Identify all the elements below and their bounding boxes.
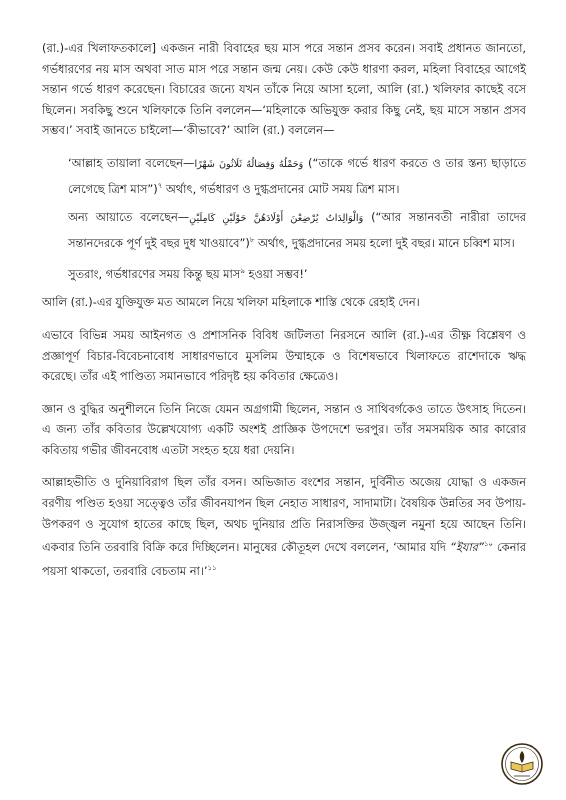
quote-2-translation: (“আর সন্তানবতী নারীরা তাদের সন্তানদেরকে পূর্ণ দুই বছর দুধ খাওয়াবে”) bbox=[68, 209, 526, 250]
quote-line-3 bbox=[68, 261, 526, 284]
document-body bbox=[42, 38, 526, 593]
quote-line-1 bbox=[68, 153, 526, 199]
paragraph-5 bbox=[42, 472, 526, 581]
arabic-verse-1: وَحَمْلُهُ وَفِصَالُهُ ثَلَاثُونَ شَهْرًا bbox=[194, 158, 304, 170]
paragraph-1: (রা.)-এর খিলাফতকালে] একজন নারী বিবাহের ছয় মাস পরে সন্তান প্রসব করেন। সবাই প্রধানত জানতো, গর্ভধারণের নয় মাস অথবা সাত মাস পরে সন্তান জন্ম নেয়। কেউ কেউ ধারণা করল, মহিলা বিবাহের আগেই সন্তান গর্ভে ধারণ করেছেন। বিচারের জন্যে যখন তাঁকে নিয়ে আসা হলো, আলি (রা.) খলিফার কাছেই বসে ছিলেন। সবকিছু শুনে খলিফাকে তিনি বললেন—‘মহিলাকে অভিযুক্ত করার কিছু নেই, ছয় মাসে সন্তান প্রসব সম্ভব।’ সবাই জানতে চাইলো—‘কীভাবে?’ আলি (রা.) বললেন— bbox=[42, 41, 526, 138]
paragraph-5-tail: কেনার পয়সা থাকতো, তরবারি বেচতাম না।’ bbox=[42, 540, 526, 578]
footnote-ref-9[interactable]: ৯ bbox=[240, 266, 245, 275]
arabic-verse-2: وَالْوَالِدَاتُ يُرْضِعْنَ أَوْلَادَهُنَّ حَوْلَيْنِ كَامِلَيْنِ bbox=[189, 212, 364, 224]
quote-1-translation: (“তাকে গর্ভে ধারণ করতে ও তার স্তন্য ছাড়াতে লেগেছে ত্রিশ মাস”) bbox=[68, 155, 527, 196]
quotation-block bbox=[68, 153, 526, 284]
quote-3-tail: হওয়া সম্ভব!’ bbox=[244, 266, 308, 281]
izar-term: “ইযার” bbox=[449, 540, 484, 555]
quote-1-intro: ‘আল্লাহ তায়ালা বলেছেন— bbox=[68, 155, 195, 170]
quote-2-explanation: অর্থাৎ, দুগ্ধপ্রদানের সময় হলো দুই বছর। মানে চব্বিশ মাস। bbox=[254, 235, 515, 250]
paragraph-5-text: আল্লাহভীতি ও দুনিয়াবিরাগ ছিল তাঁর বসন। অভিজাত বংশের সন্তান, দুর্বিনীত অজেয় যোদ্ধা ও একজন বরণীয় পণ্ডিত হওয়া সত্ত্বেও তাঁর জীবনযাপন ছিল নেহাত সাধারণ, সাদামাটা। বৈষয়িক উন্নতির সব উপায়-উপকরণ ও সুযোগ হাতের কাছে ছিল, অথচ দুনিয়ার প্রতি নিরাসক্তির উজ্জ্বল নমুনা হয়ে আছেন তিনি। একবার তিনি তরবারি বিক্রি করে দিচ্ছিলেন। মানুষের কৌতূহল দেখে বললেন, ‘আমার যদি bbox=[42, 475, 526, 555]
publisher-logo-svg bbox=[500, 742, 544, 786]
footnote-ref-8[interactable]: ৮ bbox=[249, 235, 255, 244]
footnote-ref-10[interactable]: ১০ bbox=[483, 540, 493, 549]
book-quill-seal-icon bbox=[500, 742, 544, 786]
footnote-ref-7[interactable]: ৭ bbox=[157, 181, 163, 190]
paragraph-3: এভাবে বিভিন্ন সময় আইনগত ও প্রশাসনিক বিবিধ জটিলতা নিরসনে আলি (রা.)-এর তীক্ষ্ণ বিশ্লেষণ ও প্রজ্ঞাপূর্ণ বিচার-বিবেচনাবোধ সাধারণভাবে মুসলিম উম্মাহকে ও বিশেষভাবে খিলাফতে রাশেদাকে ঋদ্ধ করেছে। তাঁর এই পাণ্ডিত্য সমানভাবে পরিদৃষ্ট হয় কবিতার ক্ষেত্রেও। bbox=[42, 327, 526, 384]
quote-1-explanation: অর্থাৎ, গর্ভধারণ ও দুগ্ধপ্রদানের মোট সময় ত্রিশ মাস। bbox=[162, 181, 400, 196]
quote-line-2 bbox=[68, 207, 526, 253]
paragraph-2: আলি (রা.)-এর যুক্তিযুক্ত মত আমলে নিয়ে খলিফা মহিলাকে শাস্তি থেকে রেহাই দেন। bbox=[42, 295, 420, 310]
quote-3-text: সুতরাং, গর্ভধারণের সময় কিন্তু ছয় মাস bbox=[68, 266, 241, 281]
footnote-ref-11[interactable]: ১১ bbox=[207, 563, 217, 572]
paragraph-4: জ্ঞান ও বুদ্ধির অনুশীলনে তিনি নিজে যেমন অগ্রগামী ছিলেন, সন্তান ও সাথিবর্গকেও তাতে উৎসাহ দিতেন। এ জন্য তাঁর কবিতার উল্লেখযোগ্য একটি অংশই প্রাজ্ঞিক উপদেশে ভরপুর। তাঁর সমসময়িক আর কারোর কবিতায় গভীর জীবনবোধ এতটা সংহত হয়ে ধরা দেয়নি। bbox=[42, 401, 526, 457]
quote-2-intro: অন্য আয়াতে বলেছেন— bbox=[68, 209, 190, 224]
